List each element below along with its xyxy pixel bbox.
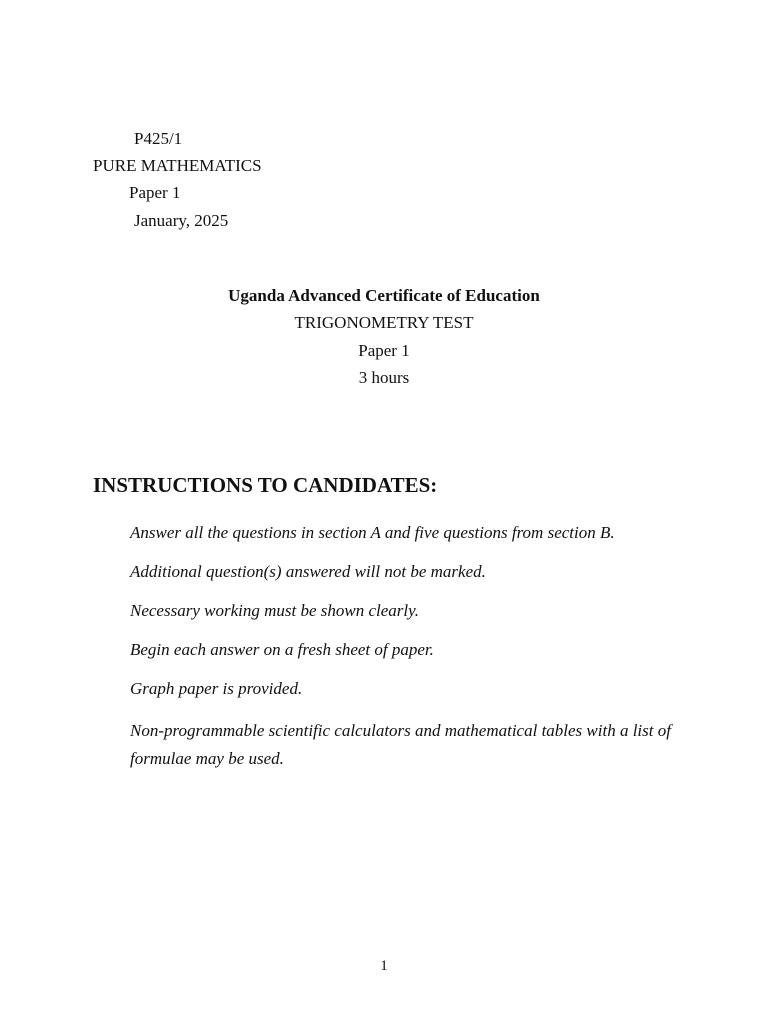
instructions-heading: INSTRUCTIONS TO CANDIDATES:	[93, 473, 438, 497]
certificate-title: Uganda Advanced Certificate of Education	[228, 286, 540, 305]
instruction-item: Answer all the questions in section A and five questions from section B.	[130, 523, 615, 542]
paper-code: P425/1	[134, 129, 183, 148]
instruction-item: Additional question(s) answered will not be marked.	[130, 562, 486, 581]
instruction-item: Begin each answer on a fresh sheet of paper.	[130, 640, 434, 659]
test-name: TRIGONOMETRY TEST	[294, 313, 474, 332]
subject-name: PURE MATHEMATICS	[93, 156, 262, 175]
instruction-item: Necessary working must be shown clearly.	[130, 601, 419, 620]
exam-duration: 3 hours	[358, 368, 410, 387]
instruction-item: Graph paper is provided.	[130, 679, 303, 698]
instruction-item: Non-programmable scientific calculators and mathematical tables with a list of formulae may be used.	[130, 721, 671, 768]
page-number: 1	[380, 958, 388, 974]
paper-label: Paper 1	[129, 183, 181, 202]
title-paper-label: Paper 1	[358, 341, 410, 360]
exam-date: January, 2025	[134, 211, 229, 230]
